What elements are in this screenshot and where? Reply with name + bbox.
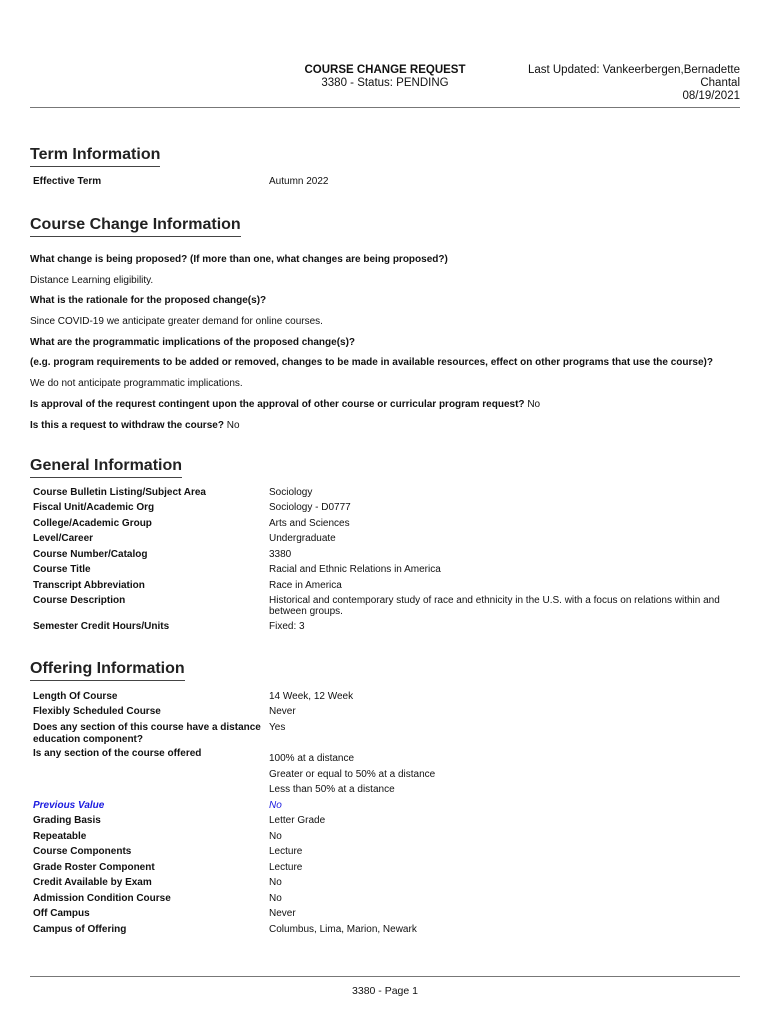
previous-value-label: Previous Value (33, 800, 105, 811)
offered-value: Less than 50% at a distance (269, 784, 395, 795)
offering-label: Admission Condition Course (33, 893, 171, 904)
question-change: What change is being proposed? (If more than one, what changes are being proposed?) (30, 254, 448, 265)
general-value: Fixed: 3 (269, 621, 305, 632)
general-value: Race in America (269, 580, 342, 591)
flexible-value: Never (269, 706, 296, 717)
offering-label: Campus of Offering (33, 924, 127, 935)
offering-label: Repeatable (33, 831, 87, 842)
offering-value: No (269, 831, 282, 842)
question-withdraw-text: Is this a request to withdraw the course? (30, 420, 224, 431)
page-number: 3380 - Page 1 (352, 985, 418, 997)
change-heading: Course Change Information (30, 216, 241, 237)
general-label: Transcript Abbreviation (33, 580, 145, 591)
general-label: Course Bulletin Listing/Subject Area (33, 487, 206, 498)
offered-label: Is any section of the course offered (33, 748, 202, 759)
offering-value: Letter Grade (269, 815, 326, 826)
offering-value: Lecture (269, 846, 303, 857)
footer-divider (30, 976, 740, 977)
answer-implications: We do not anticipate programmatic implications. (30, 378, 243, 389)
distance-label-line2: education component? (33, 734, 143, 745)
general-value: Sociology - D0777 (269, 502, 351, 513)
offering-label: Course Components (33, 846, 132, 857)
offering-value: Lecture (269, 862, 303, 873)
offering-value: No (269, 877, 282, 888)
general-heading: General Information (30, 457, 182, 478)
offering-value: No (269, 893, 282, 904)
question-rationale: What is the rationale for the proposed change(s)? (30, 295, 267, 306)
offering-label: Grading Basis (33, 815, 101, 826)
general-value: 3380 (269, 549, 292, 560)
general-label: Course Title (33, 564, 91, 575)
length-value: 14 Week, 12 Week (269, 691, 354, 702)
request-status: 3380 - Status: PENDING (321, 77, 449, 89)
length-label: Length Of Course (33, 691, 118, 702)
general-label: Fiscal Unit/Academic Org (33, 502, 155, 513)
general-value: Sociology (269, 487, 313, 498)
offering-label: Grade Roster Component (33, 862, 155, 873)
question-withdraw (30, 420, 240, 432)
question-contingent-text: Is approval of the requrest contingent upon the approval of other course or curricular program request? (30, 399, 525, 410)
answer-contingent: No (527, 399, 541, 410)
last-updated-date: 08/19/2021 (682, 90, 740, 102)
distance-label (33, 722, 261, 746)
offering-value: Columbus, Lima, Marion, Newark (269, 924, 417, 935)
general-value: Historical and contemporary study of race and ethnicity in the U.S. with a focus on relations within and (269, 595, 720, 606)
flexible-label: Flexibly Scheduled Course (33, 706, 161, 717)
distance-label-line1: Does any section of this course have a distance (33, 722, 261, 733)
header-divider (30, 107, 740, 108)
last-updated-line2: Chantal (700, 77, 740, 89)
last-updated-block (480, 64, 740, 103)
distance-value: Yes (269, 722, 286, 733)
offered-value: 100% at a distance (269, 753, 355, 764)
general-label: College/Academic Group (33, 518, 152, 529)
offered-value: Greater or equal to 50% at a distance (269, 769, 436, 780)
effective-term-label: Effective Term (33, 176, 102, 187)
offering-value: Never (269, 908, 296, 919)
general-label: Course Description (33, 595, 126, 606)
answer-withdraw: No (226, 420, 240, 431)
general-value: Arts and Sciences (269, 518, 350, 529)
general-value: Racial and Ethnic Relations in America (269, 564, 441, 575)
question-implications-detail: (e.g. program requirements to be added or removed, changes to be made in available resources, effect on other programs that use the course)? (30, 357, 713, 368)
answer-rationale: Since COVID-19 we anticipate greater demand for online courses. (30, 316, 323, 327)
general-label: Semester Credit Hours/Units (33, 621, 170, 632)
general-value: Undergraduate (269, 533, 336, 544)
request-header (290, 64, 480, 90)
question-contingent (30, 399, 540, 411)
course-description-line2: between groups. (269, 606, 343, 617)
effective-term-value: Autumn 2022 (269, 176, 329, 187)
previous-value: No (269, 800, 282, 811)
general-label: Course Number/Catalog (33, 549, 148, 560)
question-implications: What are the programmatic implications of the proposed change(s)? (30, 337, 356, 348)
offering-heading: Offering Information (30, 660, 185, 681)
offering-label: Credit Available by Exam (33, 877, 152, 888)
request-title: COURSE CHANGE REQUEST (304, 64, 466, 76)
offering-label: Off Campus (33, 908, 90, 919)
term-heading: Term Information (30, 146, 160, 167)
last-updated-line1: Last Updated: Vankeerbergen,Bernadette (527, 64, 740, 76)
answer-change: Distance Learning eligibility. (30, 275, 154, 286)
general-label: Level/Career (33, 533, 94, 544)
